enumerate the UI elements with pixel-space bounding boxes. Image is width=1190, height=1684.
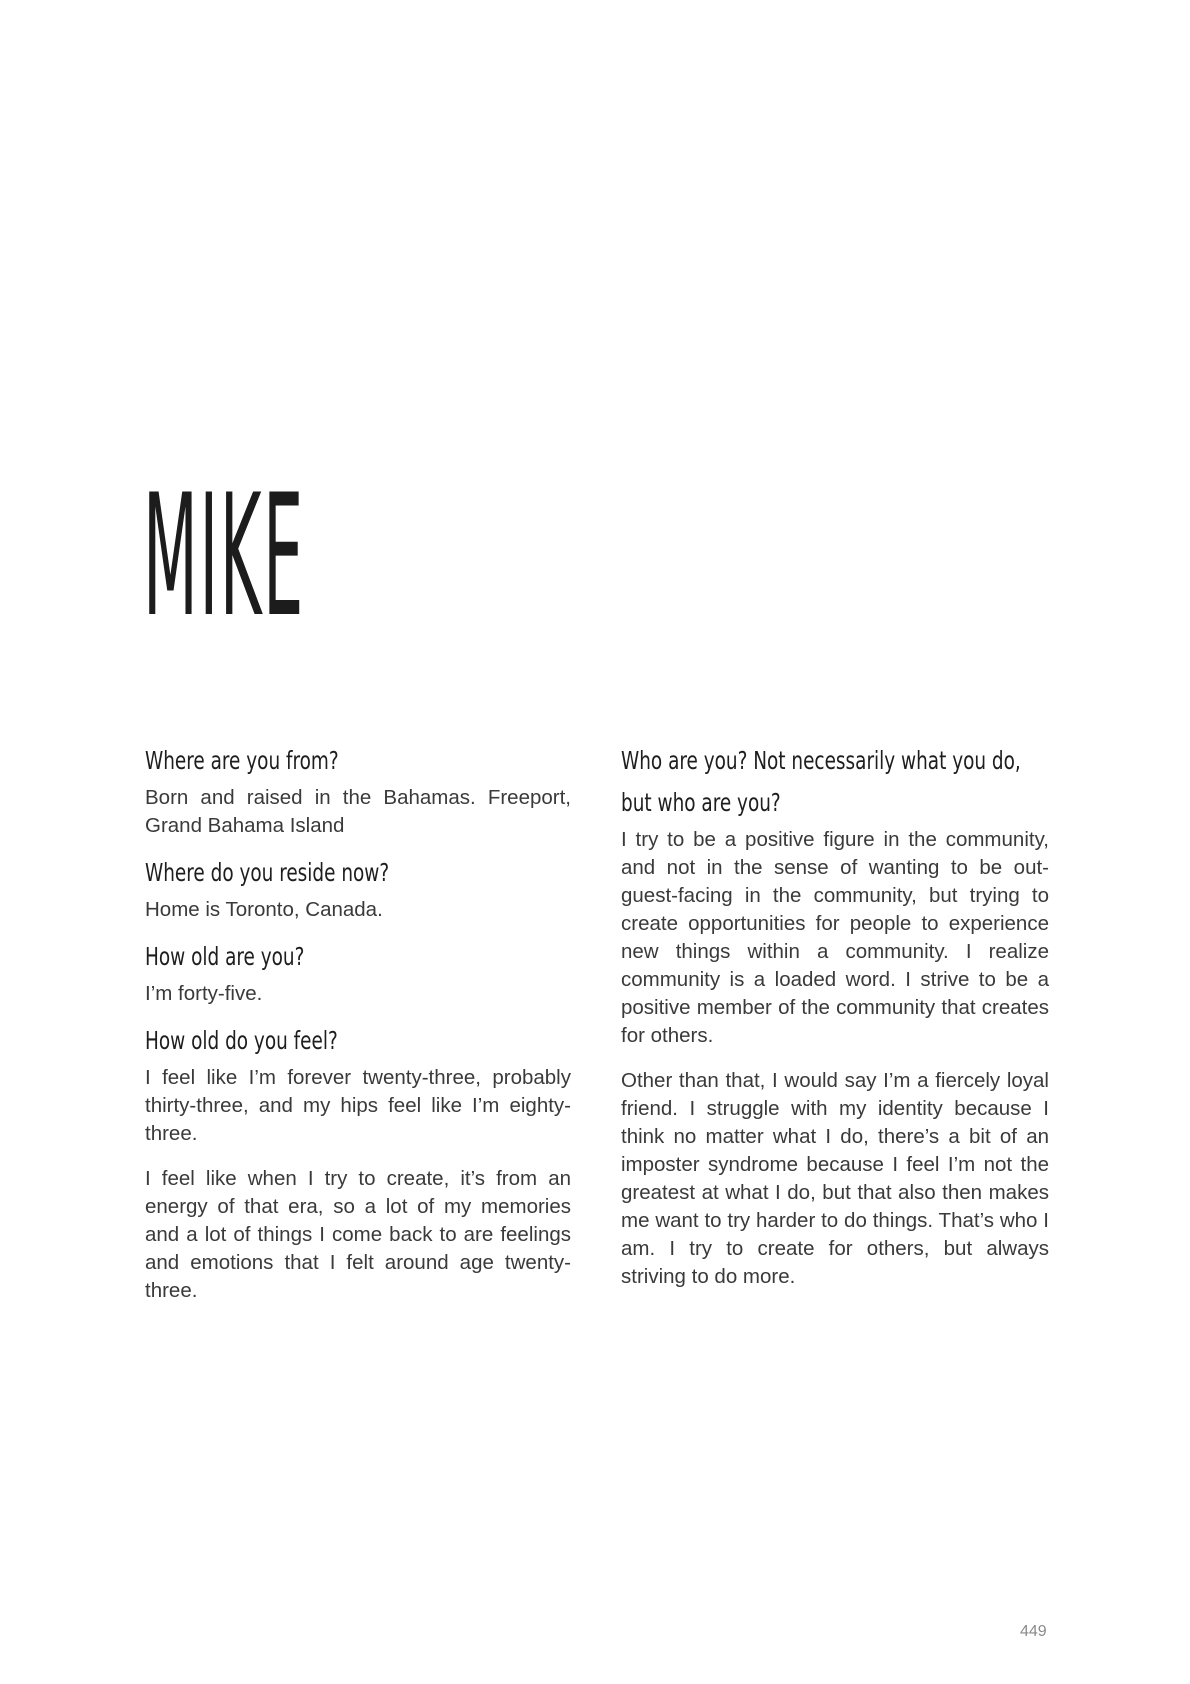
answer-paragraph: Born and raised in the Bahamas. Freeport, Grand Bahama Island — [145, 786, 571, 837]
question-heading: Who are you? Not necessarily what you do, — [621, 746, 1021, 775]
question-heading: How old do you feel? — [145, 1026, 338, 1055]
page-number: 449 — [1020, 1623, 1047, 1640]
page-title: MIKE — [143, 458, 305, 654]
answer-paragraph: I’m forty-five. — [145, 982, 263, 1005]
question-heading: Where are you from? — [145, 746, 339, 775]
answer-paragraph: I try to be a positive figure in the community, and not in the sense of wanting to be out-guest-facing in the community, but trying to create opportunities for people to experience new things within a community. I realize community is a loaded word. I strive to be a positive member of the community that creates for others. — [621, 828, 1049, 1047]
qa-block-reside — [145, 854, 571, 924]
right-column — [621, 742, 1049, 1305]
answer-paragraph: I feel like I’m forever twenty-three, probably thirty-three, and my hips feel like I’m eighty-three. — [145, 1066, 571, 1145]
qa-block-feel — [145, 1022, 571, 1305]
question-heading-continued: but who are you? — [621, 788, 781, 817]
qa-block-from — [145, 742, 571, 840]
left-column — [145, 742, 571, 1319]
qa-block-who — [621, 742, 1049, 1291]
question-heading: How old are you? — [145, 942, 305, 971]
question-heading: Where do you reside now? — [145, 858, 390, 887]
answer-paragraph: Home is Toronto, Canada. — [145, 898, 383, 921]
qa-block-age — [145, 938, 571, 1008]
answer-paragraph: Other than that, I would say I’m a fiercely loyal friend. I struggle with my identity because I think no matter what I do, there’s a bit of an imposter syndrome because I feel I’m not the greatest at what I do, but that also then makes me want to try harder to do things. That’s who I am. I try to create for others, but always striving to do more. — [621, 1069, 1049, 1288]
answer-paragraph: I feel like when I try to create, it’s from an energy of that era, so a lot of my memories and a lot of things I come back to are feelings and emotions that I felt around age twenty-three. — [145, 1167, 571, 1302]
